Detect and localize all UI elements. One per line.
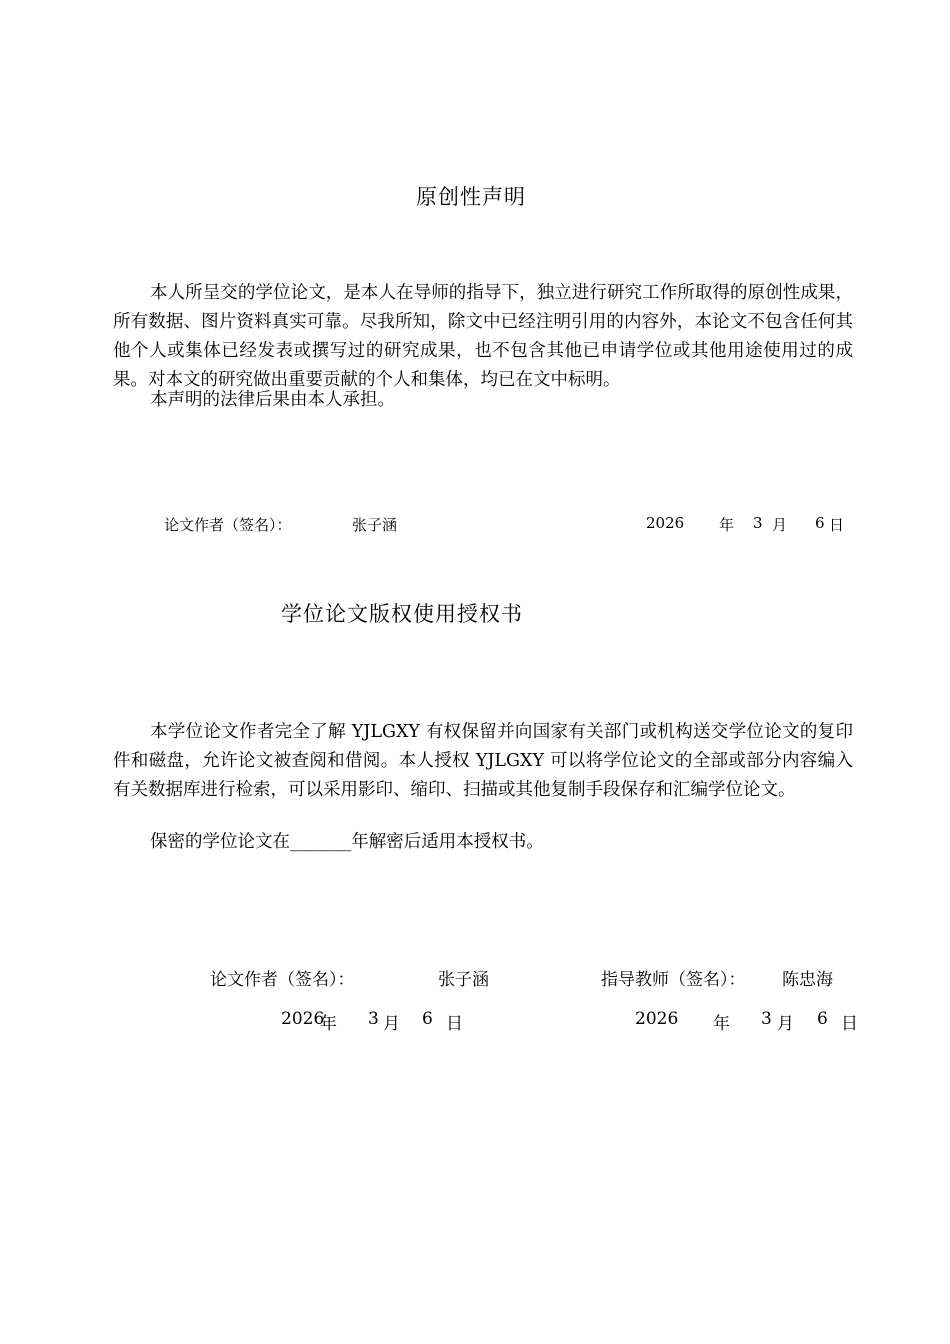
signature-day-unit: 日 (829, 516, 845, 534)
signature-month-unit: 月 (772, 516, 788, 534)
advisor-date-day-unit: 日 (841, 1014, 858, 1034)
advisor-signature-name: 陈忠海 (782, 970, 833, 990)
signature-day: 6 (815, 514, 825, 532)
confidentiality-note (113, 828, 853, 857)
signature-label: 论文作者（签名）： (164, 516, 292, 534)
advisor-date-month-unit: 月 (777, 1014, 794, 1034)
declaration-title: 原创性声明 (416, 185, 526, 209)
advisor-date-day: 6 (817, 1009, 828, 1029)
authorization-paragraph: 本学位论文作者完全了解 YJLGXY 有权保留并向国家有关部门或机构送交学位论文的复印件和磁盘，允许论文被查阅和借阅。本人授权 YJLGXY 可以将学位论文的全部或部分内容编入有关数据库进行检索，可以采用影印、缩印、扫描或其他复制手段保存和汇编学位论文。 (113, 722, 853, 800)
advisor-signature-label: 指导教师（签名）： (601, 970, 746, 990)
author-date-month-unit: 月 (383, 1014, 400, 1034)
author-date-day-unit: 日 (446, 1014, 463, 1034)
author-date-year-unit: 年 (320, 1014, 337, 1034)
advisor-date-year: 2026 (635, 1009, 679, 1029)
author-date-month: 3 (368, 1009, 379, 1029)
confidentiality-text-before: 保密的学位论文在 (150, 832, 290, 852)
declaration-legal-note: 本声明的法律后果由本人承担。 (150, 390, 395, 410)
signature-year: 2026 (646, 514, 685, 532)
advisor-date-year-unit: 年 (713, 1014, 730, 1034)
confidentiality-text-after: 年解密后适用本授权书。 (351, 832, 544, 852)
signature-year-unit: 年 (719, 516, 735, 534)
confidentiality-year-blank: _______ (290, 832, 352, 852)
declaration-paragraph: 本人所呈交的学位论文，是本人在导师的指导下，独立进行研究工作所取得的原创性成果，所有数据、图片资料真实可靠。尽我所知，除文中已经注明引用的内容外，本论文不包含任何其他个人或集体已经发表或撰写过的研究成果，也不包含其他已申请学位或其他用途使用过的成果。对本文的研究做出重要贡献的个人和集体，均已在文中标明。 (113, 283, 853, 390)
author-date-year: 2026 (281, 1009, 325, 1029)
author-date-day: 6 (422, 1009, 433, 1029)
author-signature-label: 论文作者（签名）： (210, 970, 355, 990)
author-signature-name: 张子涵 (438, 970, 489, 990)
advisor-date-month: 3 (761, 1009, 772, 1029)
signature-name: 张子涵 (352, 516, 398, 534)
signature-month: 3 (753, 514, 763, 532)
authorization-title: 学位论文版权使用授权书 (281, 602, 523, 626)
